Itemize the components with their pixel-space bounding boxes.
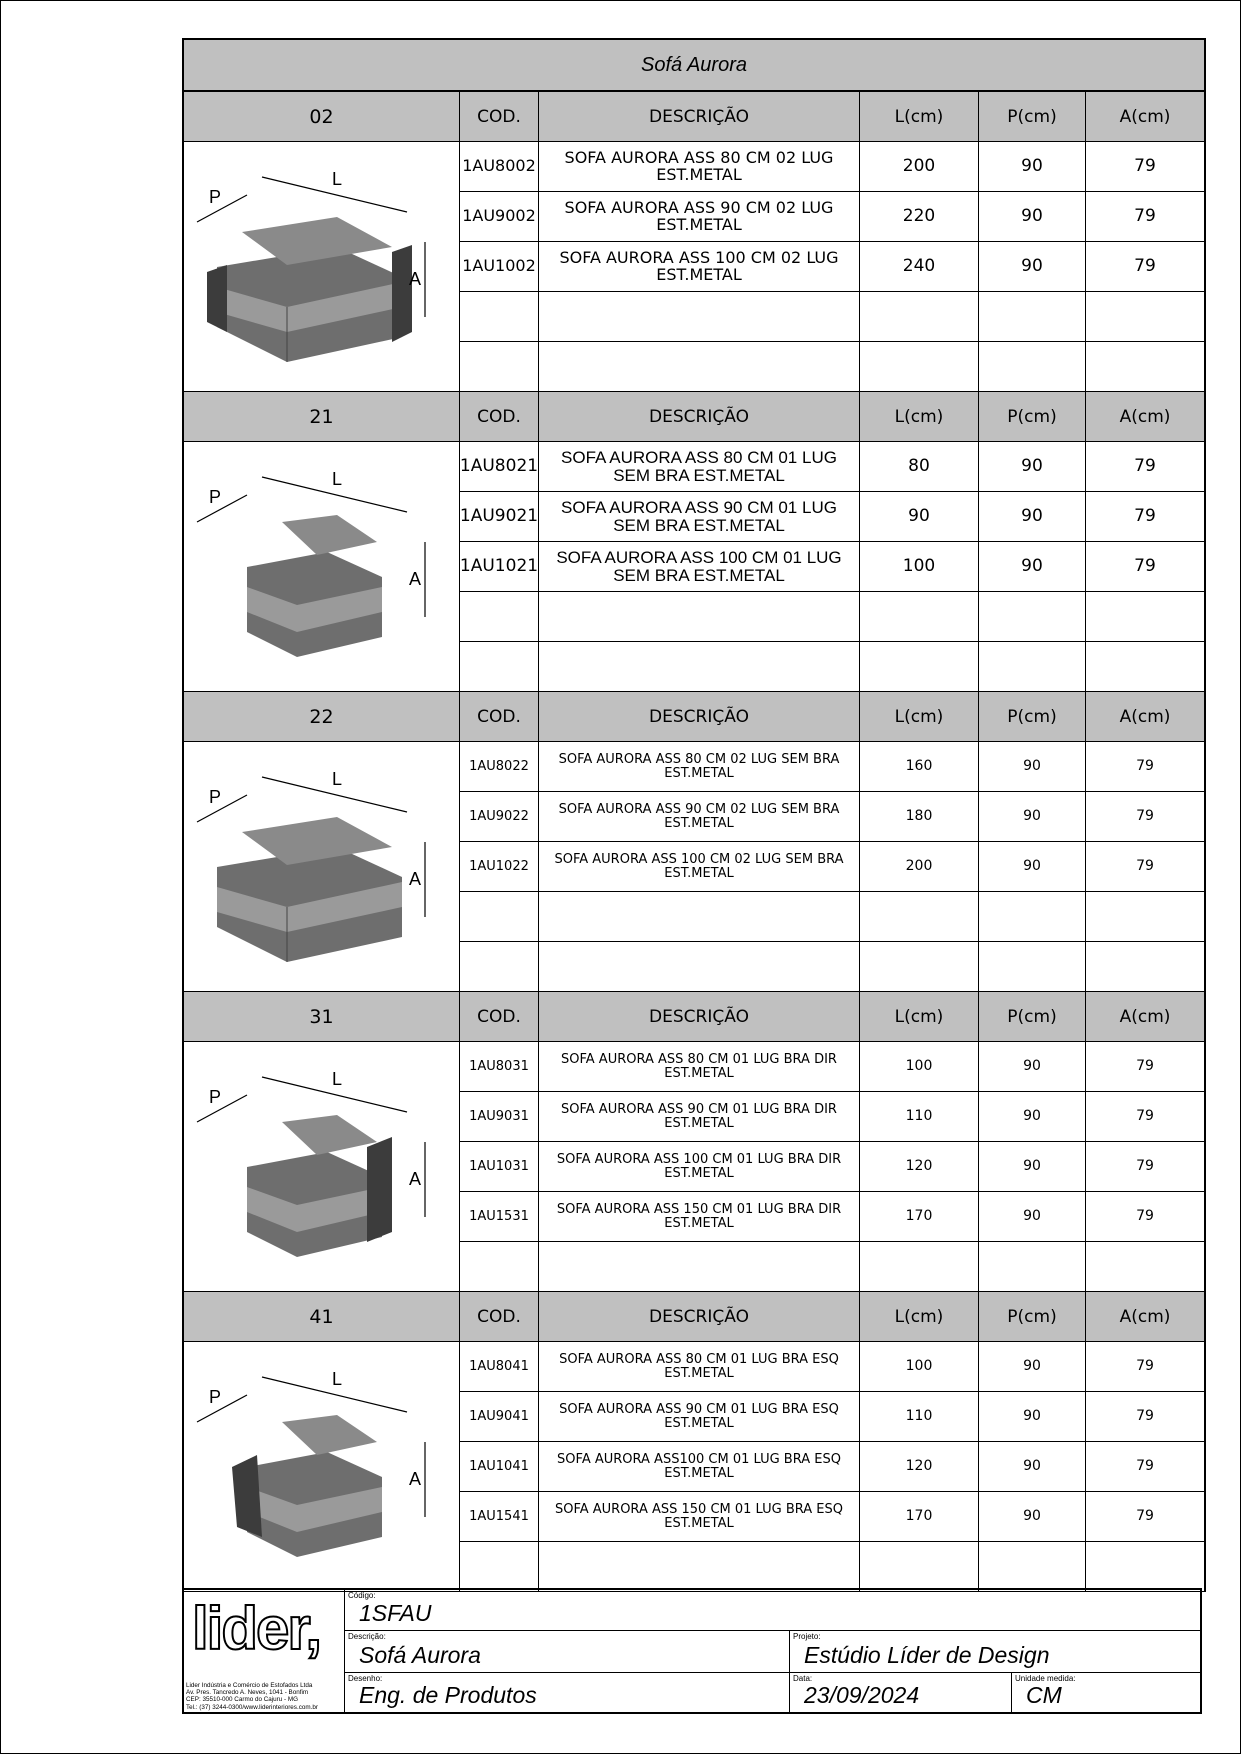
descricao-value: Sofá Aurora [359,1642,481,1668]
cell-p [979,342,1086,392]
cell-p [979,1242,1086,1292]
cell-a [1086,942,1204,992]
cell-l: 170 [860,1192,979,1242]
cell-l: 160 [860,742,979,792]
cell-l [860,892,979,942]
cell-desc: SOFA AURORA ASS 150 CM 01 LUG BRA DIR EST.METAL [539,1192,860,1242]
header-a: A(cm) [1086,992,1204,1042]
desenho-field [345,1673,790,1712]
cell-cod: 1AU9031 [460,1092,539,1142]
sofa-image-cell [184,1342,460,1592]
diagram-label-a: A [408,568,421,589]
header-desc: DESCRIÇÃO [539,692,860,742]
section-number: 21 [184,392,460,442]
cell-desc: SOFA AURORA ASS 80 CM 01 LUG SEM BRA EST.METAL [539,442,860,492]
header-cod: COD. [460,92,539,142]
cell-p: 90 [979,242,1086,292]
cell-cod: 1AU1022 [460,842,539,892]
cell-desc: SOFA AURORA ASS 80 CM 01 LUG BRA ESQ EST.METAL [539,1342,860,1392]
product-sheet [182,38,1206,1592]
data-value: 23/09/2024 [804,1682,920,1708]
cell-desc: SOFA AURORA ASS 100 CM 02 LUG SEM BRA EST.METAL [539,842,860,892]
cell-desc: SOFA AURORA ASS 80 CM 02 LUG SEM BRA EST.METAL [539,742,860,792]
cell-cod: 1AU9022 [460,792,539,842]
unidade-field [1012,1673,1200,1712]
section-number: 31 [184,992,460,1042]
product-section [184,992,1204,1292]
cell-cod: 1AU8041 [460,1342,539,1392]
cell-a [1086,342,1204,392]
cell-cod [460,642,539,692]
cell-cod: 1AU1541 [460,1492,539,1542]
cell-p: 90 [979,842,1086,892]
sofa-image-cell [184,142,460,392]
cell-a: 79 [1086,792,1204,842]
cell-desc [539,1542,860,1592]
cell-desc [539,1242,860,1292]
cell-cod [460,592,539,642]
cell-l [860,1242,979,1292]
header-p: P(cm) [979,1292,1086,1342]
sofa-image-cell [184,442,460,692]
diagram-label-p: P [208,786,221,807]
cell-a: 79 [1086,142,1204,192]
header-desc: DESCRIÇÃO [539,392,860,442]
cell-cod [460,942,539,992]
sections-container [184,92,1204,1592]
cell-a: 79 [1086,192,1204,242]
cell-p: 90 [979,1442,1086,1492]
cell-l [860,592,979,642]
cell-desc: SOFA AURORA ASS 90 CM 01 LUG SEM BRA EST.METAL [539,492,860,542]
header-a: A(cm) [1086,1292,1204,1342]
cell-p: 90 [979,742,1086,792]
diagram-label-a: A [408,268,421,289]
projeto-label: Projeto: [793,1632,821,1641]
cell-desc [539,642,860,692]
cell-a [1086,892,1204,942]
cell-desc [539,342,860,392]
cell-l: 220 [860,192,979,242]
cell-l: 90 [860,492,979,542]
header-p: P(cm) [979,992,1086,1042]
cell-a: 79 [1086,1342,1204,1392]
cell-desc [539,592,860,642]
company-line: CEP: 35510-000 Carmo do Cajuru - MG [186,1696,298,1704]
header-l: L(cm) [860,1292,979,1342]
cell-a: 79 [1086,1392,1204,1442]
cell-p: 90 [979,442,1086,492]
unidade-label: Unidade medida: [1015,1674,1076,1683]
sofa-image-cell [184,742,460,992]
cell-cod [460,342,539,392]
descricao-field [345,1631,790,1673]
diagram-label-p: P [208,486,221,507]
cell-p: 90 [979,1092,1086,1142]
cell-cod [460,292,539,342]
company-line: Lider Indústria e Comércio de Estofados Ltda [186,1682,313,1689]
header-a: A(cm) [1086,692,1204,742]
cell-p: 90 [979,1392,1086,1442]
company-line: Tel.: (37) 3244-0300/www.liderinteriores.com.br [186,1703,318,1711]
cell-a: 79 [1086,1442,1204,1492]
cell-desc [539,292,860,342]
projeto-value: Estúdio Líder de Design [804,1642,1050,1668]
cell-p: 90 [979,792,1086,842]
sofa-image-cell [184,1042,460,1292]
cell-p [979,642,1086,692]
descricao-label: Descrição: [348,1632,386,1641]
cell-cod: 1AU8002 [460,142,539,192]
cell-desc: SOFA AURORA ASS 100 CM 01 LUG SEM BRA EST.METAL [539,542,860,592]
cell-desc: SOFA AURORA ASS100 CM 01 LUG BRA ESQ EST.METAL [539,1442,860,1492]
cell-l [860,1542,979,1592]
data-label: Data: [793,1674,813,1683]
cell-cod: 1AU1002 [460,242,539,292]
title-block [182,1588,1202,1714]
cell-l: 200 [860,142,979,192]
cell-p: 90 [979,1042,1086,1092]
cell-cod: 1AU8021 [460,442,539,492]
cell-p [979,592,1086,642]
cell-p [979,892,1086,942]
cell-cod [460,1242,539,1292]
cell-p: 90 [979,492,1086,542]
diagram-label-l: L [331,1368,342,1389]
header-p: P(cm) [979,692,1086,742]
cell-desc: SOFA AURORA ASS 100 CM 02 LUG EST.METAL [539,242,860,292]
cell-a [1086,1242,1204,1292]
cell-cod [460,892,539,942]
cell-a: 79 [1086,1142,1204,1192]
header-l: L(cm) [860,392,979,442]
cell-cod: 1AU8022 [460,742,539,792]
header-cod: COD. [460,992,539,1042]
cell-p: 90 [979,1342,1086,1392]
cell-p [979,942,1086,992]
cell-l: 100 [860,1342,979,1392]
diagram-label-l: L [331,1068,342,1089]
cell-l: 100 [860,1042,979,1092]
product-section [184,1292,1204,1592]
cell-a [1086,1542,1204,1592]
header-cod: COD. [460,692,539,742]
diagram-label-p: P [208,1386,221,1407]
diagram-label-a: A [408,868,421,889]
cell-l [860,292,979,342]
cell-a: 79 [1086,742,1204,792]
cell-p: 90 [979,1492,1086,1542]
cell-l: 120 [860,1142,979,1192]
diagram-label-l: L [331,768,342,789]
cell-cod [460,1542,539,1592]
section-number: 02 [184,92,460,142]
sofa-diagram [187,747,457,987]
cell-desc: SOFA AURORA ASS 90 CM 01 LUG BRA DIR EST.METAL [539,1092,860,1142]
section-number: 41 [184,1292,460,1342]
cell-a: 79 [1086,1192,1204,1242]
diagram-label-a: A [408,1168,421,1189]
cell-l: 110 [860,1392,979,1442]
diagram-label-p: P [208,1086,221,1107]
cell-a [1086,592,1204,642]
desenho-value: Eng. de Produtos [359,1682,537,1708]
cell-a: 79 [1086,492,1204,542]
company-line: Av. Pres. Tancredo A. Neves, 1041 - Bonfim [186,1689,309,1697]
cell-desc: SOFA AURORA ASS 80 CM 01 LUG BRA DIR EST.METAL [539,1042,860,1092]
header-a: A(cm) [1086,92,1204,142]
cell-cod: 1AU9021 [460,492,539,542]
diagram-label-a: A [408,1468,421,1489]
cell-a: 79 [1086,542,1204,592]
cell-l [860,942,979,992]
cell-desc: SOFA AURORA ASS 100 CM 01 LUG BRA DIR EST.METAL [539,1142,860,1192]
cell-l: 200 [860,842,979,892]
cell-a: 79 [1086,1092,1204,1142]
cell-desc: SOFA AURORA ASS 90 CM 02 LUG EST.METAL [539,192,860,242]
cell-l: 100 [860,542,979,592]
cell-l: 180 [860,792,979,842]
diagram-label-p: P [208,186,221,207]
product-section [184,692,1204,992]
cell-a [1086,292,1204,342]
cell-l [860,642,979,692]
unidade-value: CM [1026,1682,1062,1708]
header-cod: COD. [460,1292,539,1342]
projeto-field [790,1631,1200,1673]
cell-cod: 1AU9041 [460,1392,539,1442]
cell-a: 79 [1086,442,1204,492]
cell-cod: 1AU8031 [460,1042,539,1092]
cell-p: 90 [979,542,1086,592]
cell-p: 90 [979,1192,1086,1242]
cell-l: 120 [860,1442,979,1492]
header-p: P(cm) [979,392,1086,442]
header-cod: COD. [460,392,539,442]
sofa-diagram [187,147,457,387]
product-section [184,92,1204,392]
cell-p: 90 [979,142,1086,192]
header-desc: DESCRIÇÃO [539,992,860,1042]
cell-p: 90 [979,192,1086,242]
cell-l: 110 [860,1092,979,1142]
diagram-label-l: L [331,468,342,489]
sofa-diagram [187,1047,457,1287]
cell-desc: SOFA AURORA ASS 90 CM 01 LUG BRA ESQ EST.METAL [539,1392,860,1442]
diagram-label-l: L [331,168,342,189]
cell-a [1086,642,1204,692]
codigo-value: 1SFAU [359,1600,432,1626]
cell-cod: 1AU1531 [460,1192,539,1242]
header-l: L(cm) [860,992,979,1042]
header-l: L(cm) [860,92,979,142]
cell-p [979,1542,1086,1592]
cell-cod: 1AU1041 [460,1442,539,1492]
desenho-label: Desenho: [348,1674,383,1683]
sofa-diagram [187,1347,457,1587]
cell-cod: 1AU1021 [460,542,539,592]
cell-a: 79 [1086,842,1204,892]
codigo-field [345,1590,1200,1631]
cell-a: 79 [1086,1492,1204,1542]
cell-p [979,292,1086,342]
cell-p: 90 [979,1142,1086,1192]
cell-desc: SOFA AURORA ASS 150 CM 01 LUG BRA ESQ EST.METAL [539,1492,860,1542]
cell-desc [539,892,860,942]
header-l: L(cm) [860,692,979,742]
cell-a: 79 [1086,242,1204,292]
cell-l: 240 [860,242,979,292]
header-a: A(cm) [1086,392,1204,442]
codigo-label: Código: [348,1591,376,1600]
cell-l: 170 [860,1492,979,1542]
header-p: P(cm) [979,92,1086,142]
section-number: 22 [184,692,460,742]
company-info [186,1682,342,1711]
cell-desc [539,942,860,992]
product-section [184,392,1204,692]
cell-l: 80 [860,442,979,492]
cell-cod: 1AU9002 [460,192,539,242]
header-desc: DESCRIÇÃO [539,1292,860,1342]
cell-desc: SOFA AURORA ASS 90 CM 02 LUG SEM BRA EST.METAL [539,792,860,842]
data-field [790,1673,1012,1712]
sheet-title: Sofá Aurora [184,40,1204,92]
cell-l [860,342,979,392]
lider-logo: lider, [192,1595,321,1662]
logo-box [184,1590,345,1712]
cell-desc: SOFA AURORA ASS 80 CM 02 LUG EST.METAL [539,142,860,192]
cell-a: 79 [1086,1042,1204,1092]
cell-cod: 1AU1031 [460,1142,539,1192]
sofa-diagram [187,447,457,687]
header-desc: DESCRIÇÃO [539,92,860,142]
